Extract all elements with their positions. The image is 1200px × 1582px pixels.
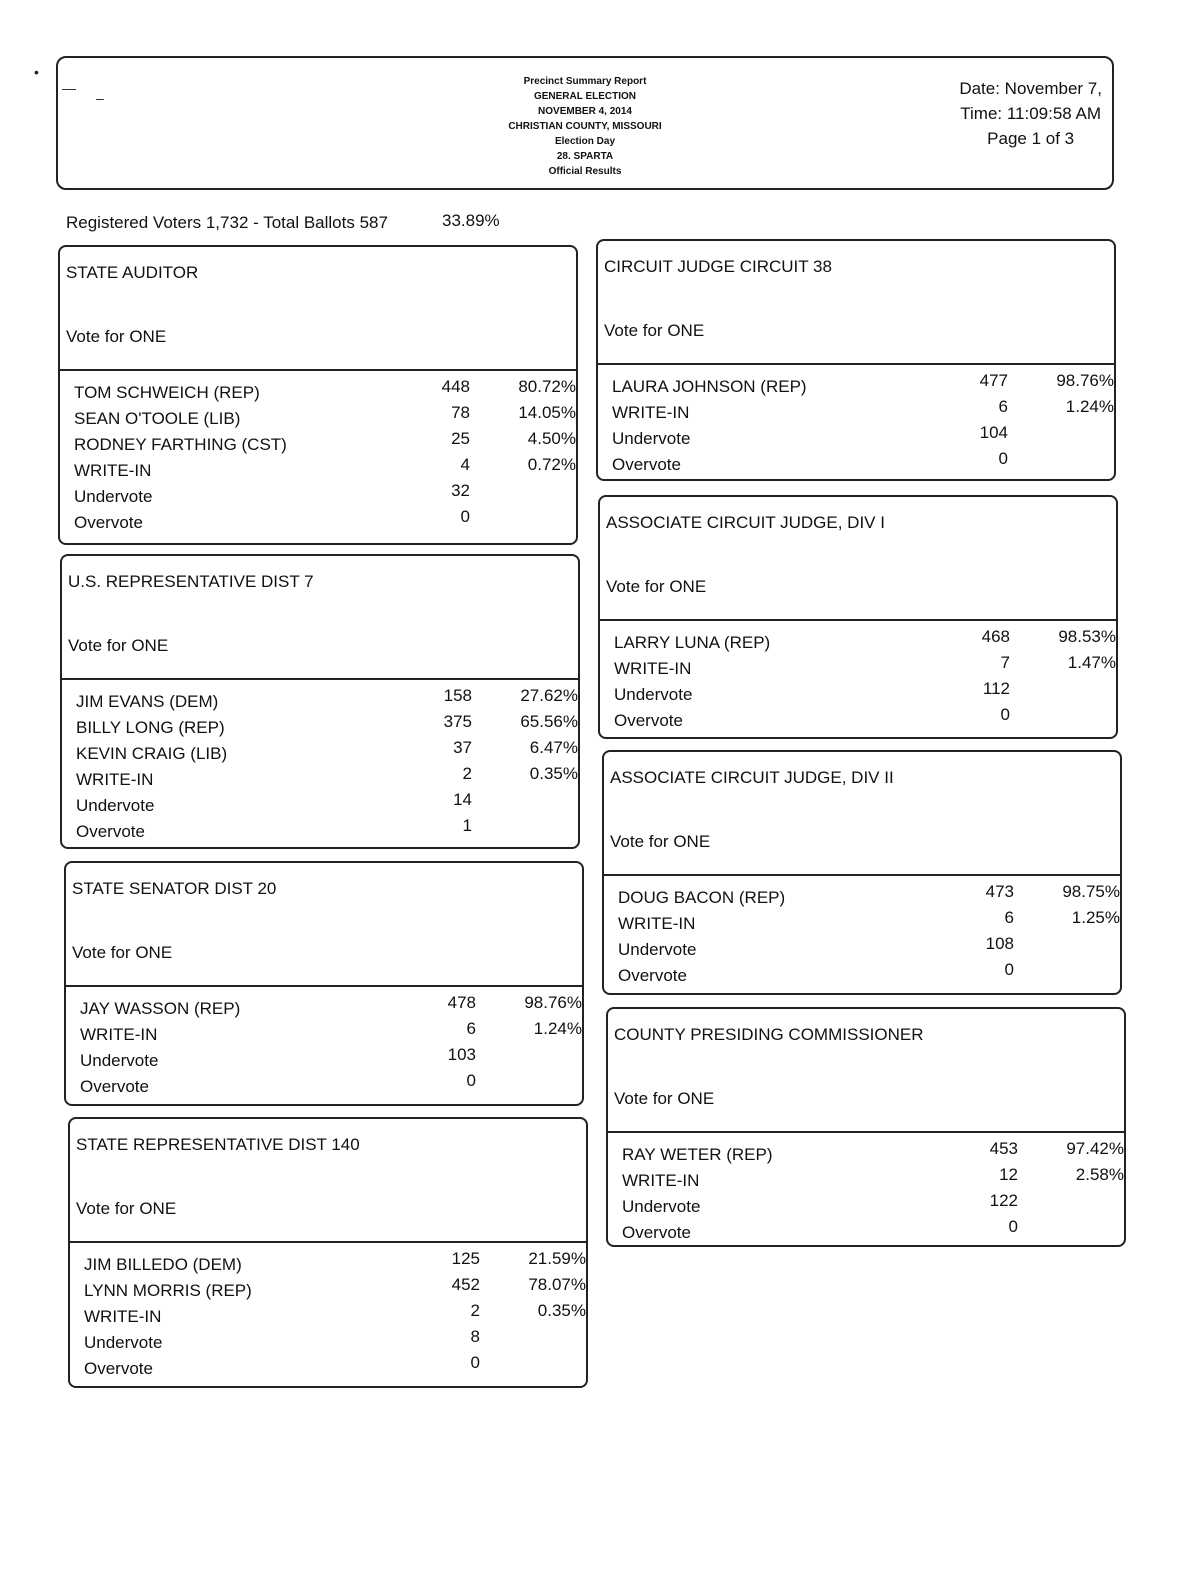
vote-count: 477 [979,371,1008,390]
candidate-row [80,1021,582,1047]
report-date: Date: November 7, [959,79,1102,98]
candidate-name: DOUG BACON (REP) [618,888,786,907]
candidate-name: Overvote [74,513,143,532]
vote-count: 1 [462,816,472,835]
race-box [60,554,580,849]
candidate-name: WRITE-IN [74,461,152,480]
vote-count: 478 [447,993,476,1012]
vote-count: 7 [1000,653,1010,672]
vote-percent: 2.58% [1075,1165,1124,1184]
candidate-row [76,818,578,844]
race-box [606,1007,1126,1247]
vote-count: 0 [998,449,1008,468]
vote-percent: 0.35% [537,1301,586,1320]
candidate-name: Undervote [614,685,693,704]
vote-percent: 6.47% [529,738,578,757]
candidate-row [622,1193,1124,1219]
candidate-list [84,1251,586,1381]
candidate-name: Undervote [76,796,155,815]
candidate-name: Undervote [84,1333,163,1352]
candidate-list [622,1141,1124,1245]
vote-for-label: Vote for ONE [614,1089,715,1108]
vote-percent: 27.62% [520,686,578,705]
candidate-row [618,936,1120,962]
vote-percent: 98.75% [1062,882,1120,901]
vote-percent: 98.76% [524,993,582,1012]
candidate-list [618,884,1120,988]
vote-percent: 80.72% [518,377,576,396]
vote-count: 0 [470,1353,480,1372]
race-divider [60,369,576,371]
precinct-name: 28. SPARTA [556,151,614,162]
vote-percent: 98.76% [1056,371,1114,390]
candidate-name: SEAN O'TOOLE (LIB) [74,409,241,428]
vote-percent: 0.72% [527,455,576,474]
election-day-label: Election Day [554,136,616,147]
candidate-row [74,431,576,457]
vote-for-label: Vote for ONE [66,327,167,346]
candidate-row [612,451,1114,477]
candidate-name: WRITE-IN [622,1171,700,1190]
vote-count: 6 [998,397,1008,416]
vote-count: 14 [453,790,472,809]
candidate-name: Overvote [84,1359,153,1378]
race-box [68,1117,588,1388]
candidate-row [76,688,578,714]
candidate-name: JIM EVANS (DEM) [76,692,219,711]
candidate-name: JAY WASSON (REP) [80,999,241,1018]
vote-percent: 98.53% [1058,627,1116,646]
candidate-row [76,714,578,740]
race-title: U.S. REPRESENTATIVE DIST 7 [68,572,314,591]
county-name: CHRISTIAN COUNTY, MISSOURI [508,121,662,132]
candidate-name: TOM SCHWEICH (REP) [74,383,260,402]
candidate-list [80,995,582,1099]
vote-count: 125 [451,1249,480,1268]
vote-percent: 1.25% [1071,908,1120,927]
election-name: GENERAL ELECTION [533,91,637,102]
candidate-name: RAY WETER (REP) [622,1145,773,1164]
vote-count: 473 [985,882,1014,901]
candidate-name: Overvote [76,822,145,841]
candidate-name: WRITE-IN [614,659,692,678]
candidate-row [612,425,1114,451]
vote-count: 103 [447,1045,476,1064]
candidate-row [76,740,578,766]
scan-mark: – [96,90,104,106]
candidate-row [80,1073,582,1099]
turnout-text: Registered Voters 1,732 - Total Ballots 587 [66,213,388,232]
vote-percent: 1.24% [533,1019,582,1038]
vote-count: 6 [466,1019,476,1038]
vote-count: 0 [1000,705,1010,724]
vote-percent: 65.56% [520,712,578,731]
candidate-name: WRITE-IN [84,1307,162,1326]
candidate-name: WRITE-IN [76,770,154,789]
vote-count: 8 [470,1327,480,1346]
candidate-name: Undervote [612,429,691,448]
candidate-name: Undervote [74,487,153,506]
candidate-row [74,483,576,509]
race-title: STATE SENATOR DIST 20 [72,879,277,898]
candidate-list [74,379,576,535]
report-time: Time: 11:09:58 AM [960,104,1102,123]
candidate-name: KEVIN CRAIG (LIB) [76,744,228,763]
candidate-name: WRITE-IN [612,403,690,422]
candidate-row [614,629,1116,655]
candidate-row [84,1303,586,1329]
candidate-name: LYNN MORRIS (REP) [84,1281,252,1300]
candidate-name: Overvote [618,966,687,985]
candidate-row [84,1329,586,1355]
report-header [56,56,1114,190]
vote-count: 78 [451,403,470,422]
vote-count: 122 [989,1191,1018,1210]
candidate-name: Overvote [80,1077,149,1096]
candidate-row [614,707,1116,733]
race-divider [66,985,582,987]
turnout-summary [66,211,500,233]
scan-mark: — [62,80,76,96]
vote-count: 0 [460,507,470,526]
race-title: ASSOCIATE CIRCUIT JUDGE, DIV II [610,768,894,787]
candidate-row [622,1141,1124,1167]
race-divider [598,363,1114,365]
vote-percent: 21.59% [528,1249,586,1268]
vote-count: 112 [982,679,1010,698]
vote-percent: 1.47% [1067,653,1116,672]
candidate-row [80,1047,582,1073]
race-box [596,239,1116,481]
vote-count: 4 [460,455,470,474]
report-title-block [58,74,1112,179]
vote-count: 12 [999,1165,1018,1184]
race-divider [608,1131,1124,1133]
race-title: STATE REPRESENTATIVE DIST 140 [76,1135,360,1154]
vote-count: 32 [451,481,470,500]
turnout-percent: 33.89% [442,211,500,230]
vote-count: 0 [1004,960,1014,979]
vote-percent: 97.42% [1066,1139,1124,1158]
race-box [598,495,1118,739]
vote-count: 108 [985,934,1014,953]
vote-count: 452 [451,1275,480,1294]
vote-for-label: Vote for ONE [610,832,711,851]
candidate-row [74,405,576,431]
vote-count: 0 [1008,1217,1018,1236]
vote-for-label: Vote for ONE [68,636,169,655]
candidate-row [84,1251,586,1277]
candidate-row [76,766,578,792]
candidate-name: LARRY LUNA (REP) [614,633,771,652]
vote-count: 468 [981,627,1010,646]
vote-count: 2 [470,1301,480,1320]
vote-percent: 4.50% [527,429,576,448]
candidate-name: WRITE-IN [80,1025,158,1044]
vote-count: 2 [462,764,472,783]
scan-mark: • [34,64,39,80]
race-title: ASSOCIATE CIRCUIT JUDGE, DIV I [606,513,885,532]
candidate-row [74,379,576,405]
candidate-name: LAURA JOHNSON (REP) [612,377,807,396]
candidate-row [76,792,578,818]
candidate-list [614,629,1116,733]
race-box [64,861,584,1106]
race-box [58,245,578,545]
candidate-row [618,884,1120,910]
candidate-row [84,1277,586,1303]
vote-count: 448 [441,377,470,396]
report-meta [959,76,1102,151]
candidate-name: JIM BILLEDO (DEM) [84,1255,242,1274]
race-title: STATE AUDITOR [66,263,199,282]
results-status: Official Results [548,166,622,177]
vote-percent: 78.07% [528,1275,586,1294]
vote-for-label: Vote for ONE [604,321,705,340]
candidate-list [612,373,1114,477]
candidate-name: RODNEY FARTHING (CST) [74,435,287,454]
candidate-name: BILLY LONG (REP) [76,718,225,737]
vote-count: 453 [989,1139,1018,1158]
candidate-row [84,1355,586,1381]
candidate-name: Overvote [622,1223,691,1242]
candidate-row [614,681,1116,707]
vote-count: 25 [451,429,470,448]
candidate-name: WRITE-IN [618,914,696,933]
vote-count: 0 [466,1071,476,1090]
candidate-row [612,373,1114,399]
candidate-row [74,457,576,483]
candidate-name: Overvote [612,455,681,474]
candidate-name: Undervote [622,1197,701,1216]
race-divider [600,619,1116,621]
candidate-name: Overvote [614,711,683,730]
candidate-row [614,655,1116,681]
race-divider [604,874,1120,876]
race-title: CIRCUIT JUDGE CIRCUIT 38 [604,257,832,276]
race-divider [62,678,578,680]
vote-count: 6 [1004,908,1014,927]
candidate-row [74,509,576,535]
report-title: Precinct Summary Report [523,76,647,87]
candidate-name: Undervote [80,1051,159,1070]
vote-for-label: Vote for ONE [76,1199,177,1218]
candidate-row [618,910,1120,936]
candidate-name: Undervote [618,940,697,959]
election-date: NOVEMBER 4, 2014 [538,106,632,117]
vote-percent: 1.24% [1065,397,1114,416]
vote-count: 375 [443,712,472,731]
candidate-row [622,1167,1124,1193]
vote-for-label: Vote for ONE [72,943,173,962]
vote-percent: 14.05% [518,403,576,422]
vote-count: 104 [979,423,1008,442]
candidate-row [622,1219,1124,1245]
race-title: COUNTY PRESIDING COMMISSIONER [614,1025,924,1044]
candidate-list [76,688,578,844]
candidate-row [618,962,1120,988]
race-box [602,750,1122,995]
page-number: Page 1 of 3 [987,129,1075,148]
vote-count: 158 [443,686,472,705]
candidate-row [80,995,582,1021]
vote-for-label: Vote for ONE [606,577,707,596]
candidate-row [612,399,1114,425]
vote-percent: 0.35% [529,764,578,783]
vote-count: 37 [453,738,472,757]
race-divider [70,1241,586,1243]
